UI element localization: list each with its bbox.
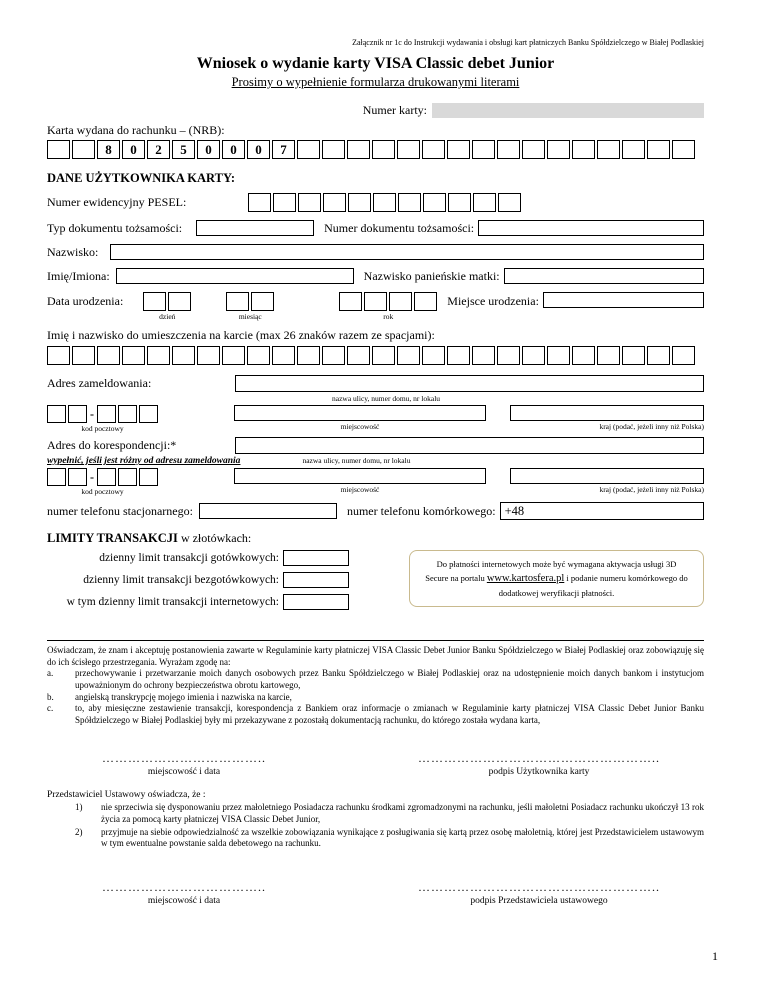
signature-caption-place-date: miejscowość i data xyxy=(147,895,221,906)
representative-signature-row xyxy=(47,880,704,906)
representative-item-marker: 1) xyxy=(75,802,83,813)
char-cell[interactable] xyxy=(143,292,166,311)
cash-limit-label: dzienny limit transakcji gotówkowych: xyxy=(99,552,279,564)
char-cell[interactable]: 5 xyxy=(172,140,195,159)
declaration-item-marker: c. xyxy=(47,703,54,714)
char-cell[interactable] xyxy=(72,346,95,365)
postal-dash: - xyxy=(90,407,94,421)
postal-dash: - xyxy=(90,470,94,484)
surname-label: Nazwisko: xyxy=(47,244,99,259)
birth-month-group xyxy=(226,292,274,321)
first-name-input[interactable] xyxy=(116,268,354,284)
card-number-row xyxy=(47,103,704,118)
birth-day-cells[interactable] xyxy=(143,292,191,311)
birth-day-group xyxy=(143,292,191,321)
char-cell[interactable] xyxy=(423,193,446,212)
secure3d-notice xyxy=(409,550,704,607)
divider xyxy=(47,640,704,641)
doc-number-input[interactable] xyxy=(478,220,704,236)
residence-postal-cells-b[interactable] xyxy=(97,405,158,423)
char-cell[interactable] xyxy=(298,193,321,212)
phone-row xyxy=(47,502,704,520)
cash-limit-input[interactable] xyxy=(283,550,349,566)
char-cell[interactable] xyxy=(72,140,95,159)
char-cell[interactable] xyxy=(398,193,421,212)
place-date-signature xyxy=(89,751,279,777)
signature-dots[interactable]: ……………………………….. xyxy=(102,879,266,894)
char-cell[interactable] xyxy=(647,140,670,159)
doc-type-input[interactable] xyxy=(196,220,314,236)
cash-limit-row xyxy=(47,550,349,566)
char-cell[interactable] xyxy=(68,405,87,423)
correspondence-city-group xyxy=(234,468,486,494)
char-cell[interactable] xyxy=(97,346,120,365)
char-cell[interactable] xyxy=(347,346,370,365)
char-cell[interactable] xyxy=(672,346,695,365)
country-caption: kraj (podać, jeżeli inny niż Polska) xyxy=(599,422,704,431)
char-cell[interactable] xyxy=(397,346,420,365)
char-cell[interactable] xyxy=(397,140,420,159)
char-cell[interactable] xyxy=(422,140,445,159)
birth-day-caption: dzień xyxy=(159,312,176,321)
place-date-signature xyxy=(89,880,279,906)
char-cell[interactable] xyxy=(118,405,137,423)
char-cell[interactable]: 0 xyxy=(222,140,245,159)
limits-block xyxy=(47,550,704,616)
char-cell[interactable] xyxy=(47,140,70,159)
char-cell[interactable] xyxy=(547,140,570,159)
street-caption: nazwa ulicy, numer domu, nr lokalu xyxy=(332,394,441,403)
char-cell[interactable] xyxy=(97,405,116,423)
char-cell[interactable] xyxy=(447,140,470,159)
residence-address-row xyxy=(47,375,704,392)
user-signature xyxy=(399,751,679,777)
birth-year-caption: rok xyxy=(383,312,394,321)
char-cell[interactable] xyxy=(322,140,345,159)
char-cell[interactable] xyxy=(498,193,521,212)
secure3d-notice-text: Do płatności internetowych może być wymagana aktywacja usługi 3D Secure na portalu xyxy=(425,559,677,583)
doc-type-label: Typ dokumentu tożsamości: xyxy=(47,220,183,235)
correspondence-postal-group xyxy=(47,468,158,496)
declaration-intro: Oświadczam, że znam i akceptuję postanowienia zawarte w Regulaminie karty płatniczej VISA Classic Debet Junior Banku Spółdzielczego w Białej Podlaskiej oraz zobowiązuję się do ich ścisłego przestrzegania. Wyrażam zgodę na: xyxy=(47,645,704,667)
card-name-label: Imię i nazwisko do umieszczenia na karcie (max 26 znaków razem ze spacjami): xyxy=(47,328,435,342)
char-cell[interactable] xyxy=(389,292,412,311)
char-cell[interactable] xyxy=(672,140,695,159)
correspondence-postal-cells-a[interactable] xyxy=(47,468,87,486)
postal-code-caption: kod pocztowy xyxy=(81,424,124,433)
char-cell[interactable] xyxy=(497,346,520,365)
first-name-row xyxy=(47,268,704,284)
char-cell[interactable] xyxy=(139,468,158,486)
form-subtitle: Prosimy o wypełnienie formularza drukowanymi literami xyxy=(231,75,520,89)
char-cell[interactable] xyxy=(372,140,395,159)
char-cell[interactable] xyxy=(172,346,195,365)
char-cell[interactable] xyxy=(472,346,495,365)
declaration-section xyxy=(47,645,704,727)
surname-input[interactable] xyxy=(110,244,704,260)
declaration-item xyxy=(47,703,704,726)
correspondence-address-label: Adres do korespondencji:* xyxy=(47,438,177,452)
internet-limit-row xyxy=(47,594,349,610)
cashless-limit-row xyxy=(47,572,349,588)
signature-dots[interactable]: ……………………………………………….. xyxy=(418,879,660,894)
pesel-cells[interactable] xyxy=(248,193,521,212)
char-cell[interactable] xyxy=(247,346,270,365)
char-cell[interactable] xyxy=(139,405,158,423)
char-cell[interactable]: 7 xyxy=(272,140,295,159)
internet-limit-input[interactable] xyxy=(283,594,349,610)
char-cell[interactable] xyxy=(572,140,595,159)
country-caption: kraj (podać, jeżeli inny niż Polska) xyxy=(599,485,704,494)
birth-month-cells[interactable] xyxy=(226,292,274,311)
char-cell[interactable] xyxy=(248,193,271,212)
declaration-item-text: angielską transkrypcję mojego imienia i nazwiska na karcie, xyxy=(75,691,292,702)
limits-heading xyxy=(47,531,704,546)
kartosfera-link[interactable]: www.kartosfera.pl xyxy=(486,572,565,584)
char-cell[interactable] xyxy=(522,346,545,365)
pesel-row xyxy=(47,193,704,212)
char-cell[interactable] xyxy=(472,140,495,159)
char-cell[interactable] xyxy=(322,346,345,365)
char-cell[interactable] xyxy=(572,346,595,365)
signature-caption-user: podpis Użytkownika karty xyxy=(488,766,590,777)
char-cell[interactable] xyxy=(473,193,496,212)
char-cell[interactable] xyxy=(122,346,145,365)
attachment-note: Załącznik nr 1c do Instrukcji wydawania i obsługi kart płatniczych Banku Spółdzielczego w Białej Podlaskiej xyxy=(352,38,704,47)
correspondence-postal-cells-b[interactable] xyxy=(97,468,158,486)
char-cell[interactable] xyxy=(622,346,645,365)
birth-place-input[interactable] xyxy=(543,292,704,308)
char-cell[interactable] xyxy=(226,292,249,311)
page-number: 1 xyxy=(712,949,718,963)
declaration-item xyxy=(47,692,704,704)
section-heading-user-data: DANE UŻYTKOWNIKA KARTY: xyxy=(47,171,236,185)
char-cell[interactable] xyxy=(251,292,274,311)
char-cell[interactable] xyxy=(373,193,396,212)
correspondence-address-row xyxy=(47,437,704,454)
char-cell[interactable] xyxy=(297,346,320,365)
signature-dots[interactable]: ……………………………………………….. xyxy=(418,750,660,765)
residence-postal-cells-a[interactable] xyxy=(47,405,87,423)
nrb-label: Karta wydana do rachunku – (NRB): xyxy=(47,123,225,137)
landline-input[interactable] xyxy=(199,503,337,519)
mother-maiden-input[interactable] xyxy=(504,268,704,284)
card-number-label: Numer karty: xyxy=(362,103,427,117)
char-cell[interactable] xyxy=(414,292,437,311)
birth-year-group xyxy=(339,292,437,321)
representative-section xyxy=(47,789,704,850)
representative-item-text: przyjmuje na siebie odpowiedzialność za wszelkie zobowiązania wynikające z posługiwania się kartą przez osobę małoletnią, której jest Przedstawicielem ustawowym w tym ewentualne powstanie salda debetowego na rachunku. xyxy=(101,826,704,849)
birth-year-cells[interactable] xyxy=(339,292,437,311)
residence-address-input[interactable] xyxy=(235,375,704,392)
char-cell[interactable] xyxy=(364,292,387,311)
char-cell[interactable] xyxy=(448,193,471,212)
pesel-label: Numer ewidencyjny PESEL: xyxy=(47,195,187,209)
char-cell[interactable] xyxy=(168,292,191,311)
residence-postal-row xyxy=(47,405,704,433)
char-cell[interactable] xyxy=(222,346,245,365)
char-cell[interactable] xyxy=(547,346,570,365)
declaration-item-marker: b. xyxy=(47,691,54,702)
char-cell[interactable] xyxy=(597,140,620,159)
mother-maiden-label: Nazwisko panieńskie matki: xyxy=(363,268,500,283)
correspondence-country-input[interactable] xyxy=(510,468,704,484)
representative-signature xyxy=(399,880,679,906)
residence-postal-group xyxy=(47,405,158,433)
declaration-item xyxy=(47,668,704,691)
char-cell[interactable] xyxy=(522,140,545,159)
correspondence-note: wypełnić, jeśli jest różny od adresu zameldowania xyxy=(47,456,241,466)
birth-month-caption: miesiąc xyxy=(238,312,262,321)
char-cell[interactable] xyxy=(339,292,362,311)
landline-label: numer telefonu stacjonarnego: xyxy=(47,503,193,518)
form-title: Wniosek o wydanie karty VISA Classic debet Junior xyxy=(196,55,555,72)
residence-city-group xyxy=(234,405,486,431)
correspondence-country-group xyxy=(510,468,704,494)
declaration-item-text: przechowywanie i przetwarzanie moich danych osobowych przez Banku Spółdzielczego w Białej Podlaskiej oraz na udostępnienie moich danych bankom i instytucjom upoważnionym do ochrony bezpieczeństwa obrotu kartowego, xyxy=(75,668,704,691)
correspondence-note-row xyxy=(47,455,704,466)
birth-place-label: Miejsce urodzenia: xyxy=(447,294,539,308)
residence-street-caption-row xyxy=(47,393,704,403)
char-cell[interactable] xyxy=(118,468,137,486)
representative-item xyxy=(47,827,704,850)
char-cell[interactable] xyxy=(272,346,295,365)
char-cell[interactable]: 0 xyxy=(197,140,220,159)
cashless-limit-label: dzienny limit transakcji bezgotówkowych: xyxy=(83,574,279,586)
char-cell[interactable] xyxy=(47,468,66,486)
char-cell[interactable] xyxy=(348,193,371,212)
first-name-label: Imię/Imiona: xyxy=(47,268,110,283)
signature-dots[interactable]: ……………………………….. xyxy=(102,750,266,765)
char-cell[interactable]: 8 xyxy=(97,140,120,159)
char-cell[interactable] xyxy=(47,346,70,365)
char-cell[interactable] xyxy=(147,346,170,365)
char-cell[interactable] xyxy=(197,346,220,365)
limits-heading-rest: w złotówkach: xyxy=(177,531,252,545)
nrb-cells[interactable] xyxy=(47,140,704,159)
char-cell[interactable] xyxy=(323,193,346,212)
mobile-input[interactable]: +48 xyxy=(500,502,704,520)
signature-caption-place-date: miejscowość i data xyxy=(147,766,221,777)
surname-row xyxy=(47,244,704,260)
char-cell[interactable] xyxy=(447,346,470,365)
char-cell[interactable] xyxy=(347,140,370,159)
correspondence-address-input[interactable] xyxy=(235,437,704,454)
residence-country-group xyxy=(510,405,704,431)
representative-item-marker: 2) xyxy=(75,826,83,837)
internet-limit-label: w tym dzienny limit transakcji internetowych: xyxy=(66,596,279,608)
char-cell[interactable] xyxy=(273,193,296,212)
birth-date-label: Data urodzenia: xyxy=(47,294,124,308)
city-caption: miejscowość xyxy=(340,485,380,494)
char-cell[interactable]: 2 xyxy=(147,140,170,159)
residence-country-input[interactable] xyxy=(510,405,704,421)
char-cell[interactable] xyxy=(497,140,520,159)
secure3d-notice-text: i podanie numeru komórkowego do dodatkowej weryfikacji płatności. xyxy=(498,572,688,598)
mobile-label: numer telefonu komórkowego: xyxy=(346,503,496,518)
doc-number-label: Numer dokumentu tożsamości: xyxy=(324,220,475,235)
limits-left xyxy=(47,550,349,616)
char-cell[interactable] xyxy=(647,346,670,365)
representative-item xyxy=(47,802,704,825)
identity-document-row xyxy=(47,220,704,236)
char-cell[interactable]: 0 xyxy=(247,140,270,159)
char-cell[interactable] xyxy=(68,468,87,486)
correspondence-postal-row xyxy=(47,468,704,496)
birth-date-row xyxy=(47,292,704,321)
city-caption: miejscowość xyxy=(340,422,380,431)
char-cell[interactable] xyxy=(297,140,320,159)
representative-item-text: nie sprzeciwia się dysponowaniu przez małoletniego Posiadacza rachunku środkami zgromadzonymi na rachunku, jeśli małoletni Posiadacz rachunku ukończył 13 rok życia za pomocą karty płatniczej VISA Classic Debet Junior, xyxy=(101,802,704,824)
declaration-item-text: to, aby miesięczne zestawienie transakcji, korespondencja z Bankiem oraz informacje o zmianach w Regulaminie karty płatniczej VISA Classic Debet Junior Banku Spółdzielczego w Białej Podlaskiej były mi przekazywane z pozostałą dokumentacją rachunku, do którego została wydana karta, xyxy=(75,703,704,726)
postal-code-caption: kod pocztowy xyxy=(81,487,124,496)
card-number-box[interactable] xyxy=(432,103,704,118)
residence-address-label: Adres zameldowania: xyxy=(47,376,152,390)
correspondence-city-input[interactable] xyxy=(234,468,486,484)
char-cell[interactable] xyxy=(422,346,445,365)
limits-heading-bold: LIMITY TRANSAKCJI xyxy=(47,531,178,545)
char-cell[interactable] xyxy=(622,140,645,159)
char-cell[interactable] xyxy=(372,346,395,365)
user-signature-row xyxy=(47,751,704,777)
char-cell[interactable] xyxy=(597,346,620,365)
card-name-cells[interactable] xyxy=(47,346,704,365)
residence-city-input[interactable] xyxy=(234,405,486,421)
char-cell[interactable] xyxy=(47,405,66,423)
street-caption: nazwa ulicy, numer domu, nr lokalu xyxy=(302,456,411,465)
declaration-item-marker: a. xyxy=(47,668,54,679)
signature-caption-representative: podpis Przedstawiciela ustawowego xyxy=(470,895,608,906)
char-cell[interactable]: 0 xyxy=(122,140,145,159)
char-cell[interactable] xyxy=(97,468,116,486)
representative-intro: Przedstawiciel Ustawowy oświadcza, że : xyxy=(47,789,206,800)
cashless-limit-input[interactable] xyxy=(283,572,349,588)
